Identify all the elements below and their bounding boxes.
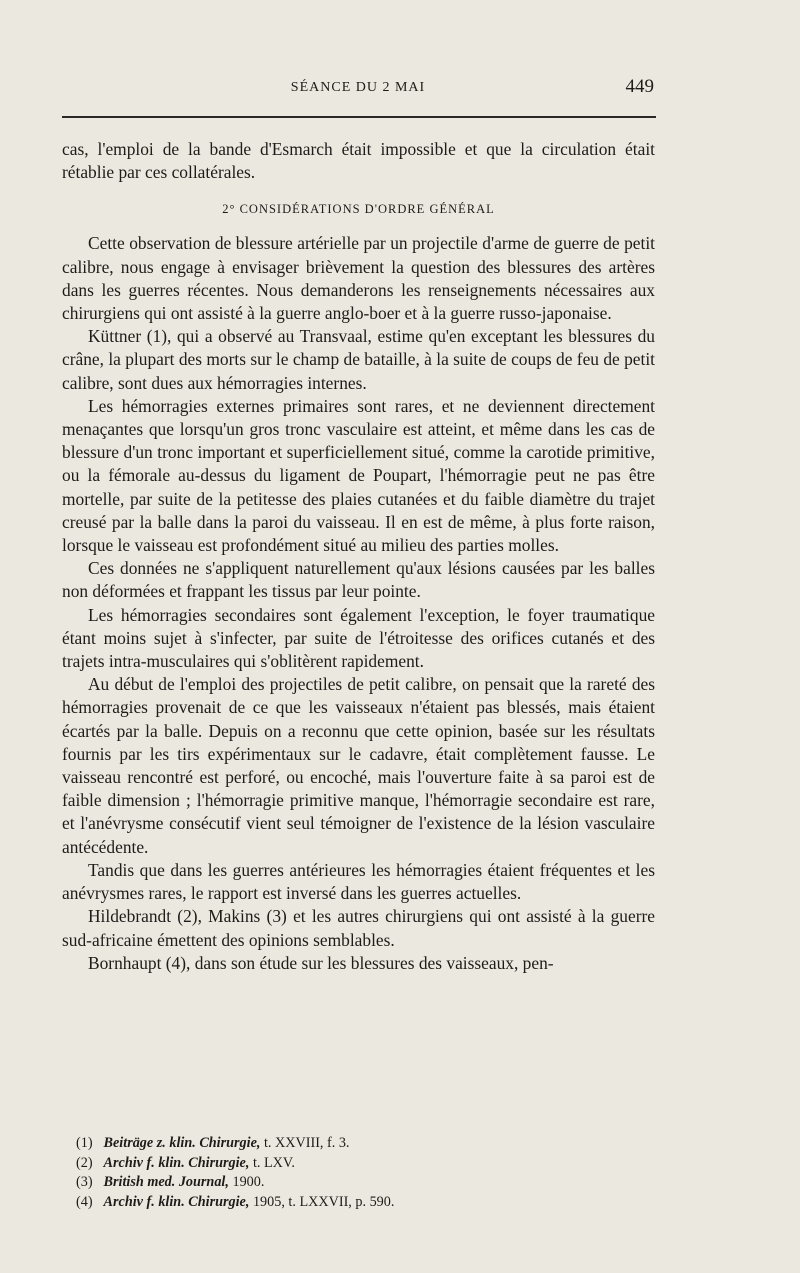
footnote <box>76 1154 636 1174</box>
paragraph: Les hémorragies externes primaires sont rares, et ne deviennent directement menaçantes que lorsqu'un gros tronc vasculaire est atteint, et même dans les cas de blessure d'un tronc important et superficiellement situé, comme la carotide primitive, ou la fémorale au-dessus du ligament de Poupart, l'hémorragie peut ne pas être mortelle, par suite de la petitesse des plaies cutanées et du faible diamètre du trajet creusé par la balle dans la paroi du vaisseau. Il en est de même, à plus forte raison, lorsque le vaisseau est profondément situé au milieu des parties molles. <box>62 395 655 556</box>
paragraph: Küttner (1), qui a observé au Transvaal, estime qu'en exceptant les blessures du crâne, la plupart des morts sur le champ de bataille, à la suite de coups de feu de petit calibre, sont dues aux hémorragies internes. <box>62 326 655 393</box>
paragraph: cas, l'emploi de la bande d'Esmarch était impossible et que la circulation était rétablie par ces collatérales. <box>62 139 655 183</box>
footnote-number: (4) <box>76 1193 93 1210</box>
footnotes <box>76 1134 636 1212</box>
section-heading: 2° CONSIDÉRATIONS D'ORDRE GÉNÉRAL <box>222 202 495 217</box>
footnote-journal: Archiv f. klin. Chirurgie, <box>103 1154 250 1171</box>
footnote-journal: British med. Journal, <box>103 1174 229 1190</box>
page-number: 449 <box>625 76 654 97</box>
page-header <box>62 76 654 102</box>
paragraph: Les hémorragies secondaires sont également l'exception, le foyer traumatique étant moins sujet à s'infecter, par suite de l'étroitesse des orifices cutanés et des trajets intra-musculaires qui s'oblitèrent rapidement. <box>62 604 655 672</box>
footnote <box>76 1193 636 1213</box>
footnote-reference: t. LXV. <box>252 1154 295 1171</box>
body-text <box>62 138 655 975</box>
running-title: SÉANCE DU 2 MAI <box>290 80 426 95</box>
paragraph: Au début de l'emploi des projectiles de petit calibre, on pensait que la rareté des hémorragies provenait de ce que les vaisseaux n'étaient pas blessés, mais étaient écartés par la balle. Depuis on a reconnu que cette opinion, basée sur les résultats fournis par les tirs expérimentaux sur le cadavre, était complètement fausse. Le vaisseau rencontré est perforé, ou encoché, mais l'ouverture faite à sa paroi est de faible dimension ; l'hémorragie primitive manque, l'hémorragie secondaire est rare, et l'anévrysme consécutif vient seul témoigner de l'existence de la lésion vasculaire antécédente. <box>62 674 655 857</box>
footnote-number: (3) <box>76 1174 93 1190</box>
footnote-reference: t. XXVIII, f. 3. <box>263 1135 350 1151</box>
footnote-reference: 1900. <box>232 1174 265 1190</box>
paragraph: Tandis que dans les guerres antérieures les hémorragies étaient fréquentes et les anévrysmes rares, le rapport est inversé dans les guerres actuelles. <box>62 859 655 904</box>
footnote-number: (1) <box>76 1135 93 1151</box>
paragraph: Hildebrandt (2), Makins (3) et les autres chirurgiens qui ont assisté à la guerre sud-africaine émettent des opinions semblables. <box>62 906 655 950</box>
footnote <box>76 1134 636 1154</box>
footnote-journal: Archiv f. klin. Chirurgie, <box>103 1193 250 1210</box>
header-rule <box>62 116 656 118</box>
footnote <box>76 1173 636 1193</box>
paragraph: Ces données ne s'appliquent naturellement qu'aux lésions causées par les balles non déformées et frappant les tissus par leur pointe. <box>62 558 655 602</box>
footnote-number: (2) <box>76 1154 93 1171</box>
paragraph: Bornhaupt (4), dans son étude sur les blessures des vaisseaux, pen- <box>88 952 554 973</box>
footnote-journal: Beiträge z. klin. Chirurgie, <box>103 1135 261 1151</box>
footnote-reference: 1905, t. LXXVII, p. 590. <box>252 1193 395 1210</box>
paragraph: Cette observation de blessure artérielle par un projectile d'arme de guerre de petit calibre, nous engage à envisager brièvement la question des blessures des artères dans les guerres récentes. Nous demanderons les renseignements nécessaires aux chirurgiens qui ont assisté à la guerre anglo-boer et à la guerre russo-japonaise. <box>62 233 655 324</box>
